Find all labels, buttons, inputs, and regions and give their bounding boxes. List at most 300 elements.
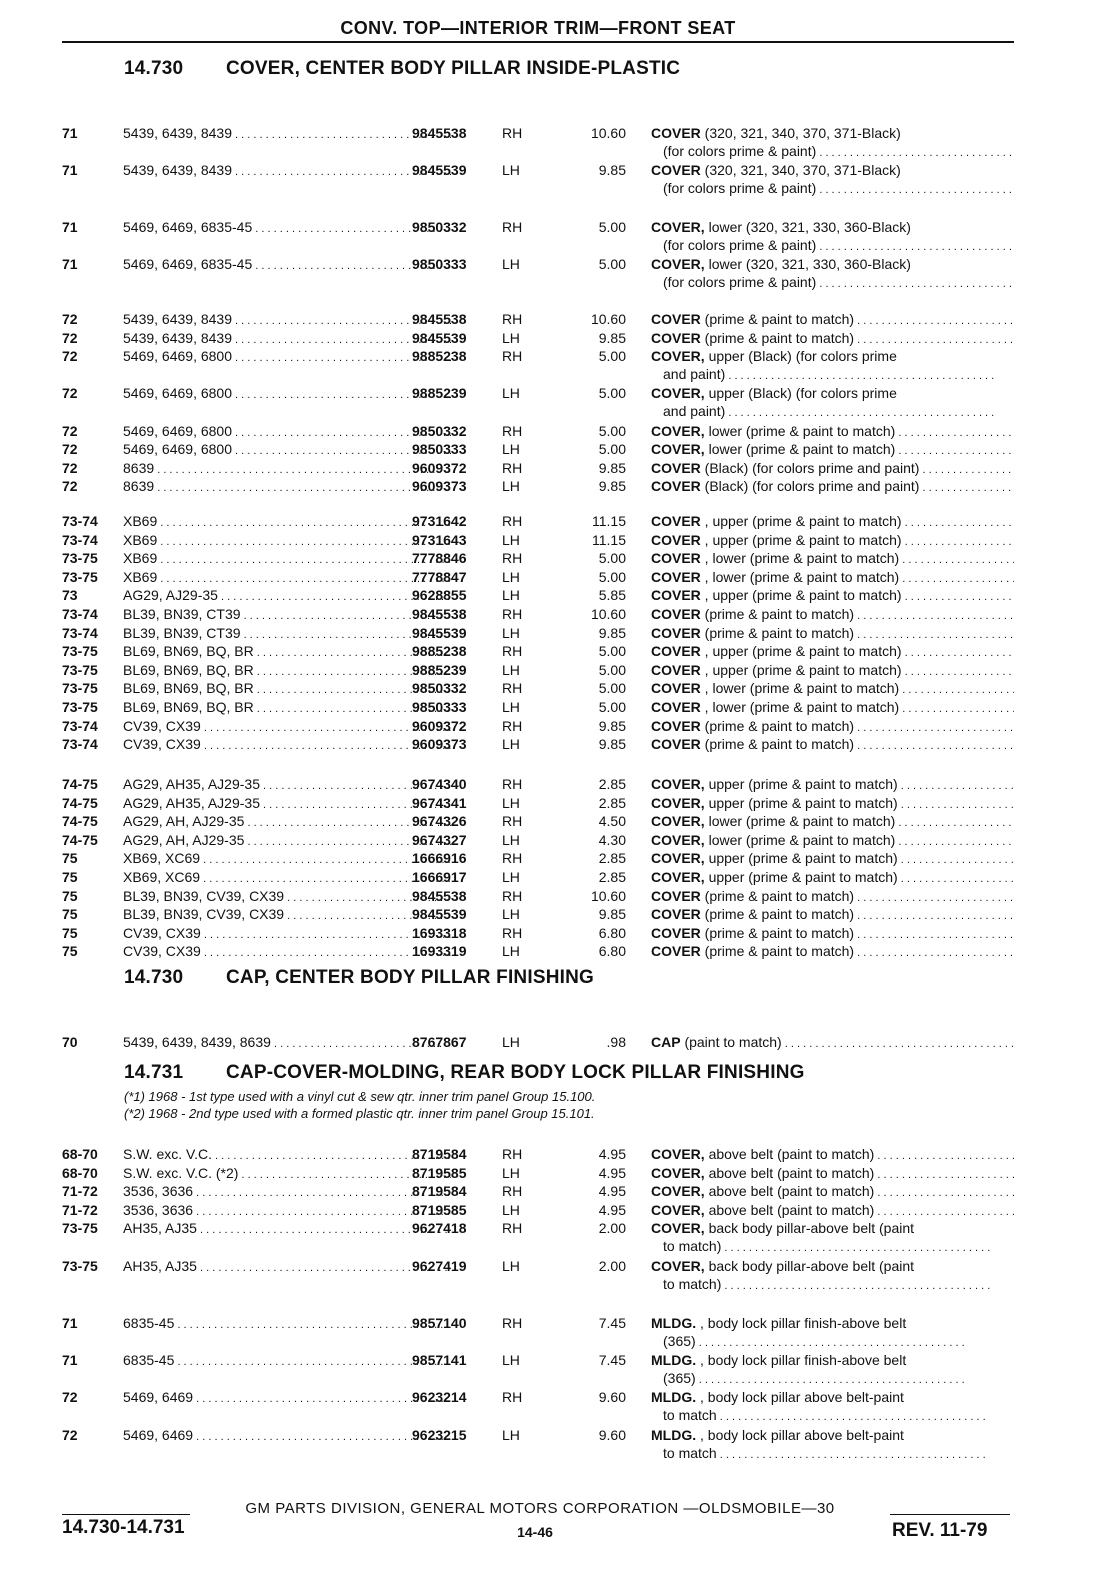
- description-text: (365): [663, 1333, 696, 1349]
- model-year: 73-75: [62, 550, 98, 567]
- part-description: [651, 1351, 1014, 1389]
- side-code: RH: [502, 924, 523, 941]
- part-description: [651, 1314, 1014, 1352]
- description-line: [651, 1182, 1014, 1202]
- model-year: 73-74: [62, 606, 98, 622]
- model-codes: CV39, CX39 . . .: [123, 942, 451, 962]
- side-code: RH: [502, 422, 523, 439]
- side-code: RH: [502, 513, 523, 529]
- side-code: RH: [502, 348, 523, 365]
- model-year: 75: [62, 850, 78, 867]
- description-line: [651, 586, 1014, 606]
- description-line: [651, 365, 1014, 385]
- model-codes: CV39, CX39 . . .: [123, 735, 451, 755]
- list-price: 4.95: [598, 1183, 626, 1200]
- list-price: 5.00: [598, 385, 626, 402]
- part-description: [651, 347, 1014, 385]
- part-number: 9850333: [412, 256, 467, 273]
- page-header-title: CONV. TOP—INTERIOR TRIM—FRONT SEAT: [340, 18, 736, 38]
- part-number: 9731642: [412, 513, 467, 529]
- model-year: 68-70: [62, 1146, 98, 1162]
- description-text: , upper (prime & paint to match): [700, 531, 902, 548]
- part-number: 9845538: [412, 887, 467, 904]
- part-description: [651, 735, 1014, 755]
- model-codes: AG29, AH35, AJ29-35 . . .: [123, 794, 451, 814]
- part-number: 9885238: [412, 643, 467, 660]
- part-description: [651, 642, 1014, 662]
- description-line: [651, 775, 1014, 795]
- part-description: [651, 887, 1014, 907]
- model-year: 72: [62, 311, 78, 327]
- side-code: LH: [502, 587, 520, 604]
- model-year: 73-75: [62, 680, 98, 697]
- side-code: LH: [502, 1164, 520, 1181]
- part-description: [651, 794, 1014, 814]
- description-keyword: COVER: [651, 329, 701, 346]
- description-text: , lower (prime & paint to match): [700, 568, 900, 585]
- model-codes: 5439, 6439, 8439, 8639 . . .: [123, 1033, 451, 1053]
- description-text: to match: [663, 1407, 717, 1424]
- model-codes: AG29, AH, AJ29-35 . . .: [123, 831, 451, 851]
- model-year: 75: [62, 924, 78, 941]
- description-keyword: COVER,: [651, 422, 705, 439]
- model-codes: BL39, BN39, CT39 . . .: [123, 624, 451, 644]
- description-text: (prime & paint to match): [700, 624, 855, 641]
- part-number: 8719585: [412, 1201, 467, 1218]
- description-text: lower (prime & paint to match): [704, 441, 896, 458]
- list-price: 9.85: [598, 459, 626, 476]
- description-text: above belt (paint to match): [704, 1183, 875, 1200]
- description-text: lower (prime & paint to match): [704, 831, 896, 848]
- list-price: 2.85: [598, 869, 626, 885]
- model-year: 75: [62, 943, 78, 960]
- description-line: [651, 831, 1014, 851]
- part-number: 8719585: [412, 1164, 467, 1181]
- footer-rule-right: [890, 1514, 1010, 1515]
- side-code: RH: [502, 125, 523, 141]
- part-number: 9850333: [412, 441, 467, 458]
- description-line: [651, 402, 1014, 422]
- description-keyword: COVER: [651, 311, 701, 327]
- list-price: 9.60: [598, 1389, 626, 1406]
- description-line: [651, 1388, 1014, 1406]
- footer-revision: REV. 11-79: [892, 1520, 988, 1541]
- part-number: 9885239: [412, 385, 467, 402]
- description-keyword: MLDG.: [651, 1389, 697, 1406]
- list-price: 5.00: [598, 643, 626, 660]
- side-code: RH: [502, 643, 523, 660]
- description-text: upper (Black) (for colors prime: [704, 348, 897, 365]
- side-code: RH: [502, 1389, 523, 1406]
- description-text: upper (prime & paint to match): [704, 776, 898, 792]
- model-year: 73-74: [62, 624, 98, 641]
- description-text: (for colors prime & paint): [663, 274, 817, 291]
- model-codes: XB69 . . .: [123, 549, 451, 569]
- side-code: RH: [502, 1146, 523, 1162]
- description-keyword: COVER,: [651, 1220, 705, 1237]
- description-line: [651, 440, 1014, 460]
- part-description: [651, 849, 1014, 869]
- list-price: 9.85: [598, 478, 626, 495]
- model-year: 72: [62, 1389, 78, 1406]
- description-text: upper (prime & paint to match): [704, 869, 898, 885]
- description-text: and paint): [663, 403, 726, 420]
- model-codes: 5469, 6469, 6800 . . .: [123, 384, 451, 404]
- part-description: [651, 698, 1014, 718]
- model-year: 73-75: [62, 699, 98, 715]
- list-price: 5.00: [598, 699, 626, 715]
- list-price: 10.60: [590, 887, 626, 904]
- header-rule: [62, 41, 1014, 43]
- part-number: 9627419: [412, 1257, 467, 1274]
- description-text: (for colors prime & paint): [663, 143, 817, 159]
- description-line: [651, 605, 1014, 625]
- part-description: [651, 924, 1014, 944]
- description-text: , body lock pillar above belt-paint: [696, 1426, 904, 1443]
- description-keyword: COVER: [651, 513, 701, 529]
- description-line: [651, 273, 1014, 293]
- description-keyword: COVER: [651, 550, 701, 567]
- side-code: LH: [502, 568, 520, 585]
- part-description: [651, 624, 1014, 644]
- side-code: LH: [502, 624, 520, 641]
- description-text: , upper (prime & paint to match): [700, 587, 902, 604]
- description-keyword: COVER,: [651, 1146, 705, 1162]
- part-description: [651, 661, 1014, 681]
- list-price: 9.85: [598, 624, 626, 641]
- model-codes: 5469, 6469, 6800 . . .: [123, 347, 451, 367]
- description-keyword: COVER: [651, 643, 701, 660]
- model-codes: S.W. exc. V.C. (*2) . . .: [123, 1164, 451, 1184]
- description-text: , body lock pillar finish-above belt: [696, 1315, 907, 1331]
- model-codes: AG29, AH35, AJ29-35 . . .: [123, 775, 451, 795]
- description-keyword: COVER,: [651, 831, 705, 848]
- description-text: (paint to match): [680, 1034, 782, 1050]
- description-text: , body lock pillar above belt-paint: [696, 1389, 904, 1406]
- description-line: [651, 161, 1014, 179]
- section-number: 14.731: [124, 1062, 184, 1083]
- description-line: [651, 887, 1014, 907]
- description-keyword: COVER: [651, 887, 701, 904]
- part-number: 9674341: [412, 794, 467, 811]
- side-code: RH: [502, 1183, 523, 1200]
- model-codes: 6835-45 . . .: [123, 1314, 451, 1334]
- section-heading: [124, 967, 594, 989]
- model-codes: XB69 . . .: [123, 531, 451, 551]
- part-description: [651, 586, 1014, 606]
- list-price: 2.00: [598, 1220, 626, 1237]
- model-year: 73-74: [62, 736, 98, 753]
- part-number: 9628855: [412, 587, 467, 604]
- part-description: [651, 255, 1014, 293]
- description-line: [651, 347, 1014, 365]
- description-text: (prime & paint to match): [700, 924, 855, 941]
- description-text: lower (prime & paint to match): [704, 813, 896, 830]
- part-number: 8719584: [412, 1183, 467, 1200]
- description-keyword: COVER: [651, 680, 701, 697]
- list-price: 5.00: [598, 661, 626, 678]
- list-price: 5.00: [598, 219, 626, 235]
- model-codes: 5439, 6439, 8439 . . .: [123, 124, 451, 144]
- model-codes: S.W. exc. V.C. . . .: [123, 1145, 451, 1165]
- part-number: 9674326: [412, 813, 467, 830]
- list-price: 4.30: [598, 831, 626, 848]
- description-text: (320, 321, 340, 370, 371-Black): [700, 125, 901, 141]
- list-price: .98: [606, 1034, 626, 1050]
- model-year: 70: [62, 1034, 78, 1050]
- model-codes: AG29, AH, AJ29-35 . . .: [123, 812, 451, 832]
- section-number: 14.730: [124, 967, 184, 988]
- model-year: 73-74: [62, 717, 98, 734]
- side-code: LH: [502, 1426, 520, 1443]
- description-line: [651, 812, 1014, 832]
- description-keyword: COVER: [651, 162, 701, 179]
- side-code: RH: [502, 813, 523, 830]
- model-year: 71: [62, 1352, 78, 1369]
- model-year: 73-75: [62, 1220, 98, 1237]
- part-description: [651, 440, 1014, 460]
- description-text: , upper (prime & paint to match): [700, 513, 902, 529]
- part-number: 9845538: [412, 125, 467, 141]
- side-code: RH: [502, 717, 523, 734]
- part-description: [651, 1219, 1014, 1257]
- part-description: [651, 1145, 1014, 1165]
- part-number: 7778847: [412, 568, 467, 585]
- model-codes: 6835-45 . . .: [123, 1351, 451, 1371]
- description-keyword: COVER: [651, 606, 701, 622]
- part-number: 9609373: [412, 736, 467, 753]
- part-number: 9623214: [412, 1389, 467, 1406]
- part-number: 9845538: [412, 311, 467, 327]
- part-number: 9845538: [412, 606, 467, 622]
- part-description: [651, 124, 1014, 162]
- side-code: LH: [502, 162, 520, 179]
- part-description: [651, 1426, 1014, 1464]
- list-price: 10.60: [590, 311, 626, 327]
- part-number: 1666917: [412, 869, 467, 885]
- description-line: [651, 1219, 1014, 1237]
- list-price: 7.45: [598, 1315, 626, 1331]
- description-keyword: COVER,: [651, 385, 705, 402]
- list-price: 10.60: [590, 606, 626, 622]
- part-description: [651, 1201, 1014, 1221]
- side-code: LH: [502, 831, 520, 848]
- description-text: above belt (paint to match): [704, 1201, 875, 1218]
- model-year: 72: [62, 329, 78, 346]
- part-number: 9609373: [412, 478, 467, 495]
- model-codes: 5439, 6439, 8439 . . .: [123, 310, 451, 330]
- description-line: [651, 905, 1014, 925]
- list-price: 11.15: [592, 513, 626, 529]
- model-year: 75: [62, 906, 78, 923]
- part-number: 9885239: [412, 661, 467, 678]
- part-description: [651, 679, 1014, 699]
- description-text: (Black) (for colors prime and paint): [700, 478, 920, 495]
- description-line: [651, 624, 1014, 644]
- part-number: 9850333: [412, 699, 467, 715]
- side-code: LH: [502, 1257, 520, 1274]
- list-price: 5.00: [598, 422, 626, 439]
- part-number: 9623215: [412, 1426, 467, 1443]
- list-price: 10.60: [590, 125, 626, 141]
- list-price: 5.00: [598, 441, 626, 458]
- model-codes: 5469, 6469, 6800 . . .: [123, 422, 451, 442]
- description-line: [651, 1237, 1014, 1257]
- description-text: (prime & paint to match): [700, 736, 855, 753]
- description-line: [651, 1426, 1014, 1444]
- description-line: [651, 422, 1014, 442]
- list-price: 7.45: [598, 1352, 626, 1369]
- description-line: [651, 1369, 1014, 1389]
- part-number: 9850332: [412, 422, 467, 439]
- description-text: to match): [663, 1275, 722, 1292]
- list-price: 2.85: [598, 776, 626, 792]
- side-code: LH: [502, 699, 520, 715]
- list-price: 5.00: [598, 680, 626, 697]
- section-heading: [124, 1062, 805, 1084]
- model-codes: BL39, BN39, CT39 . . .: [123, 605, 451, 625]
- part-number: 9609372: [412, 717, 467, 734]
- description-line: [651, 531, 1014, 551]
- part-number: 9845539: [412, 162, 467, 179]
- description-keyword: COVER: [651, 624, 701, 641]
- model-codes: 8639 . . .: [123, 459, 451, 479]
- model-year: 75: [62, 869, 78, 885]
- model-codes: 5439, 6439, 8439 . . .: [123, 329, 451, 349]
- part-number: 9627418: [412, 1220, 467, 1237]
- model-year: 71: [62, 162, 78, 179]
- description-keyword: COVER,: [651, 869, 705, 885]
- part-description: [651, 549, 1014, 569]
- description-line: [651, 124, 1014, 142]
- model-codes: 5469, 6469, 6835-45 . . .: [123, 255, 451, 275]
- model-year: 71-72: [62, 1201, 98, 1218]
- description-text: , upper (prime & paint to match): [700, 661, 902, 678]
- description-line: [651, 661, 1014, 681]
- model-codes: CV39, CX39 . . .: [123, 717, 451, 737]
- description-text: , body lock pillar finish-above belt: [696, 1352, 907, 1369]
- model-codes: XB69 . . .: [123, 512, 451, 532]
- description-keyword: COVER,: [651, 1164, 705, 1181]
- model-year: 72: [62, 348, 78, 365]
- footer-publisher: GM PARTS DIVISION, GENERAL MOTORS CORPORATION —OLDSMOBILE—30: [245, 1500, 835, 1517]
- side-code: RH: [502, 219, 523, 235]
- part-number: 1693319: [412, 943, 467, 960]
- section-note: (*2) 1968 - 2nd type used with a formed plastic qtr. inner trim panel Group 15.101.: [124, 1106, 595, 1121]
- side-code: RH: [502, 550, 523, 567]
- description-text: upper (prime & paint to match): [704, 850, 898, 867]
- description-line: [651, 255, 1014, 273]
- part-description: [651, 1033, 1014, 1053]
- description-text: above belt (paint to match): [704, 1164, 875, 1181]
- description-text: to match: [663, 1444, 717, 1461]
- side-code: RH: [502, 850, 523, 867]
- model-codes: XB69, XC69 . . .: [123, 849, 451, 869]
- description-text: , upper (prime & paint to match): [700, 643, 902, 660]
- model-codes: 8639 . . .: [123, 477, 451, 497]
- part-description: [651, 812, 1014, 832]
- part-description: [651, 831, 1014, 851]
- model-year: 72: [62, 422, 78, 439]
- description-line: [651, 1275, 1014, 1295]
- side-code: LH: [502, 478, 520, 495]
- description-text: to match): [663, 1238, 722, 1255]
- section-title: CAP, CENTER BODY PILLAR FINISHING: [226, 967, 594, 988]
- model-year: 71-72: [62, 1183, 98, 1200]
- description-line: [651, 1332, 1014, 1352]
- model-year: 74-75: [62, 776, 98, 792]
- description-keyword: COVER,: [651, 813, 705, 830]
- model-codes: AH35, AJ35 . . .: [123, 1257, 451, 1277]
- description-keyword: CAP: [651, 1034, 681, 1050]
- list-price: 5.00: [598, 256, 626, 273]
- side-code: RH: [502, 606, 523, 622]
- model-codes: 5439, 6439, 8439 . . .: [123, 161, 451, 181]
- part-description: [651, 512, 1014, 532]
- description-text: (for colors prime & paint): [663, 180, 817, 197]
- description-text: (prime & paint to match): [700, 311, 855, 327]
- list-price: 6.80: [598, 943, 626, 960]
- side-code: RH: [502, 887, 523, 904]
- part-description: [651, 1182, 1014, 1202]
- description-text: (prime & paint to match): [700, 906, 855, 923]
- description-line: [651, 236, 1014, 256]
- description-line: [651, 868, 1014, 888]
- model-codes: BL39, BN39, CV39, CX39 . . .: [123, 887, 451, 907]
- description-line: [651, 1314, 1014, 1332]
- list-price: 6.80: [598, 924, 626, 941]
- side-code: RH: [502, 1220, 523, 1237]
- description-text: (prime & paint to match): [700, 887, 855, 904]
- description-text: upper (Black) (for colors prime: [704, 385, 897, 402]
- description-text: back body pillar-above belt (paint: [704, 1257, 915, 1274]
- model-codes: BL69, BN69, BQ, BR . . .: [123, 661, 451, 681]
- part-description: [651, 717, 1014, 737]
- list-price: 2.85: [598, 850, 626, 867]
- side-code: LH: [502, 531, 520, 548]
- description-text: (prime & paint to match): [700, 606, 855, 622]
- description-keyword: COVER: [651, 478, 701, 495]
- model-year: 73-75: [62, 1257, 98, 1274]
- model-codes: BL69, BN69, BQ, BR . . .: [123, 679, 451, 699]
- side-code: LH: [502, 1201, 520, 1218]
- part-description: [651, 310, 1014, 330]
- description-keyword: COVER: [651, 943, 701, 960]
- model-year: 75: [62, 887, 78, 904]
- description-text: above belt (paint to match): [704, 1146, 875, 1162]
- description-line: [651, 942, 1014, 962]
- description-text: lower (320, 321, 330, 360-Black): [704, 219, 911, 235]
- description-text: (prime & paint to match): [700, 717, 855, 734]
- footer-page-number: 14-46: [517, 1524, 553, 1540]
- description-text: and paint): [663, 366, 726, 383]
- side-code: LH: [502, 943, 520, 960]
- model-year: 73: [62, 587, 78, 604]
- model-year: 72: [62, 441, 78, 458]
- list-price: 9.85: [598, 162, 626, 179]
- part-number: 9850332: [412, 680, 467, 697]
- part-description: [651, 329, 1014, 349]
- description-keyword: COVER,: [651, 441, 705, 458]
- description-line: [651, 794, 1014, 814]
- description-text: (320, 321, 340, 370, 371-Black): [700, 162, 901, 179]
- description-line: [651, 1033, 1014, 1053]
- side-code: LH: [502, 906, 520, 923]
- side-code: LH: [502, 661, 520, 678]
- list-price: 5.00: [598, 568, 626, 585]
- model-year: 72: [62, 385, 78, 402]
- model-codes: CV39, CX39 . . .: [123, 924, 451, 944]
